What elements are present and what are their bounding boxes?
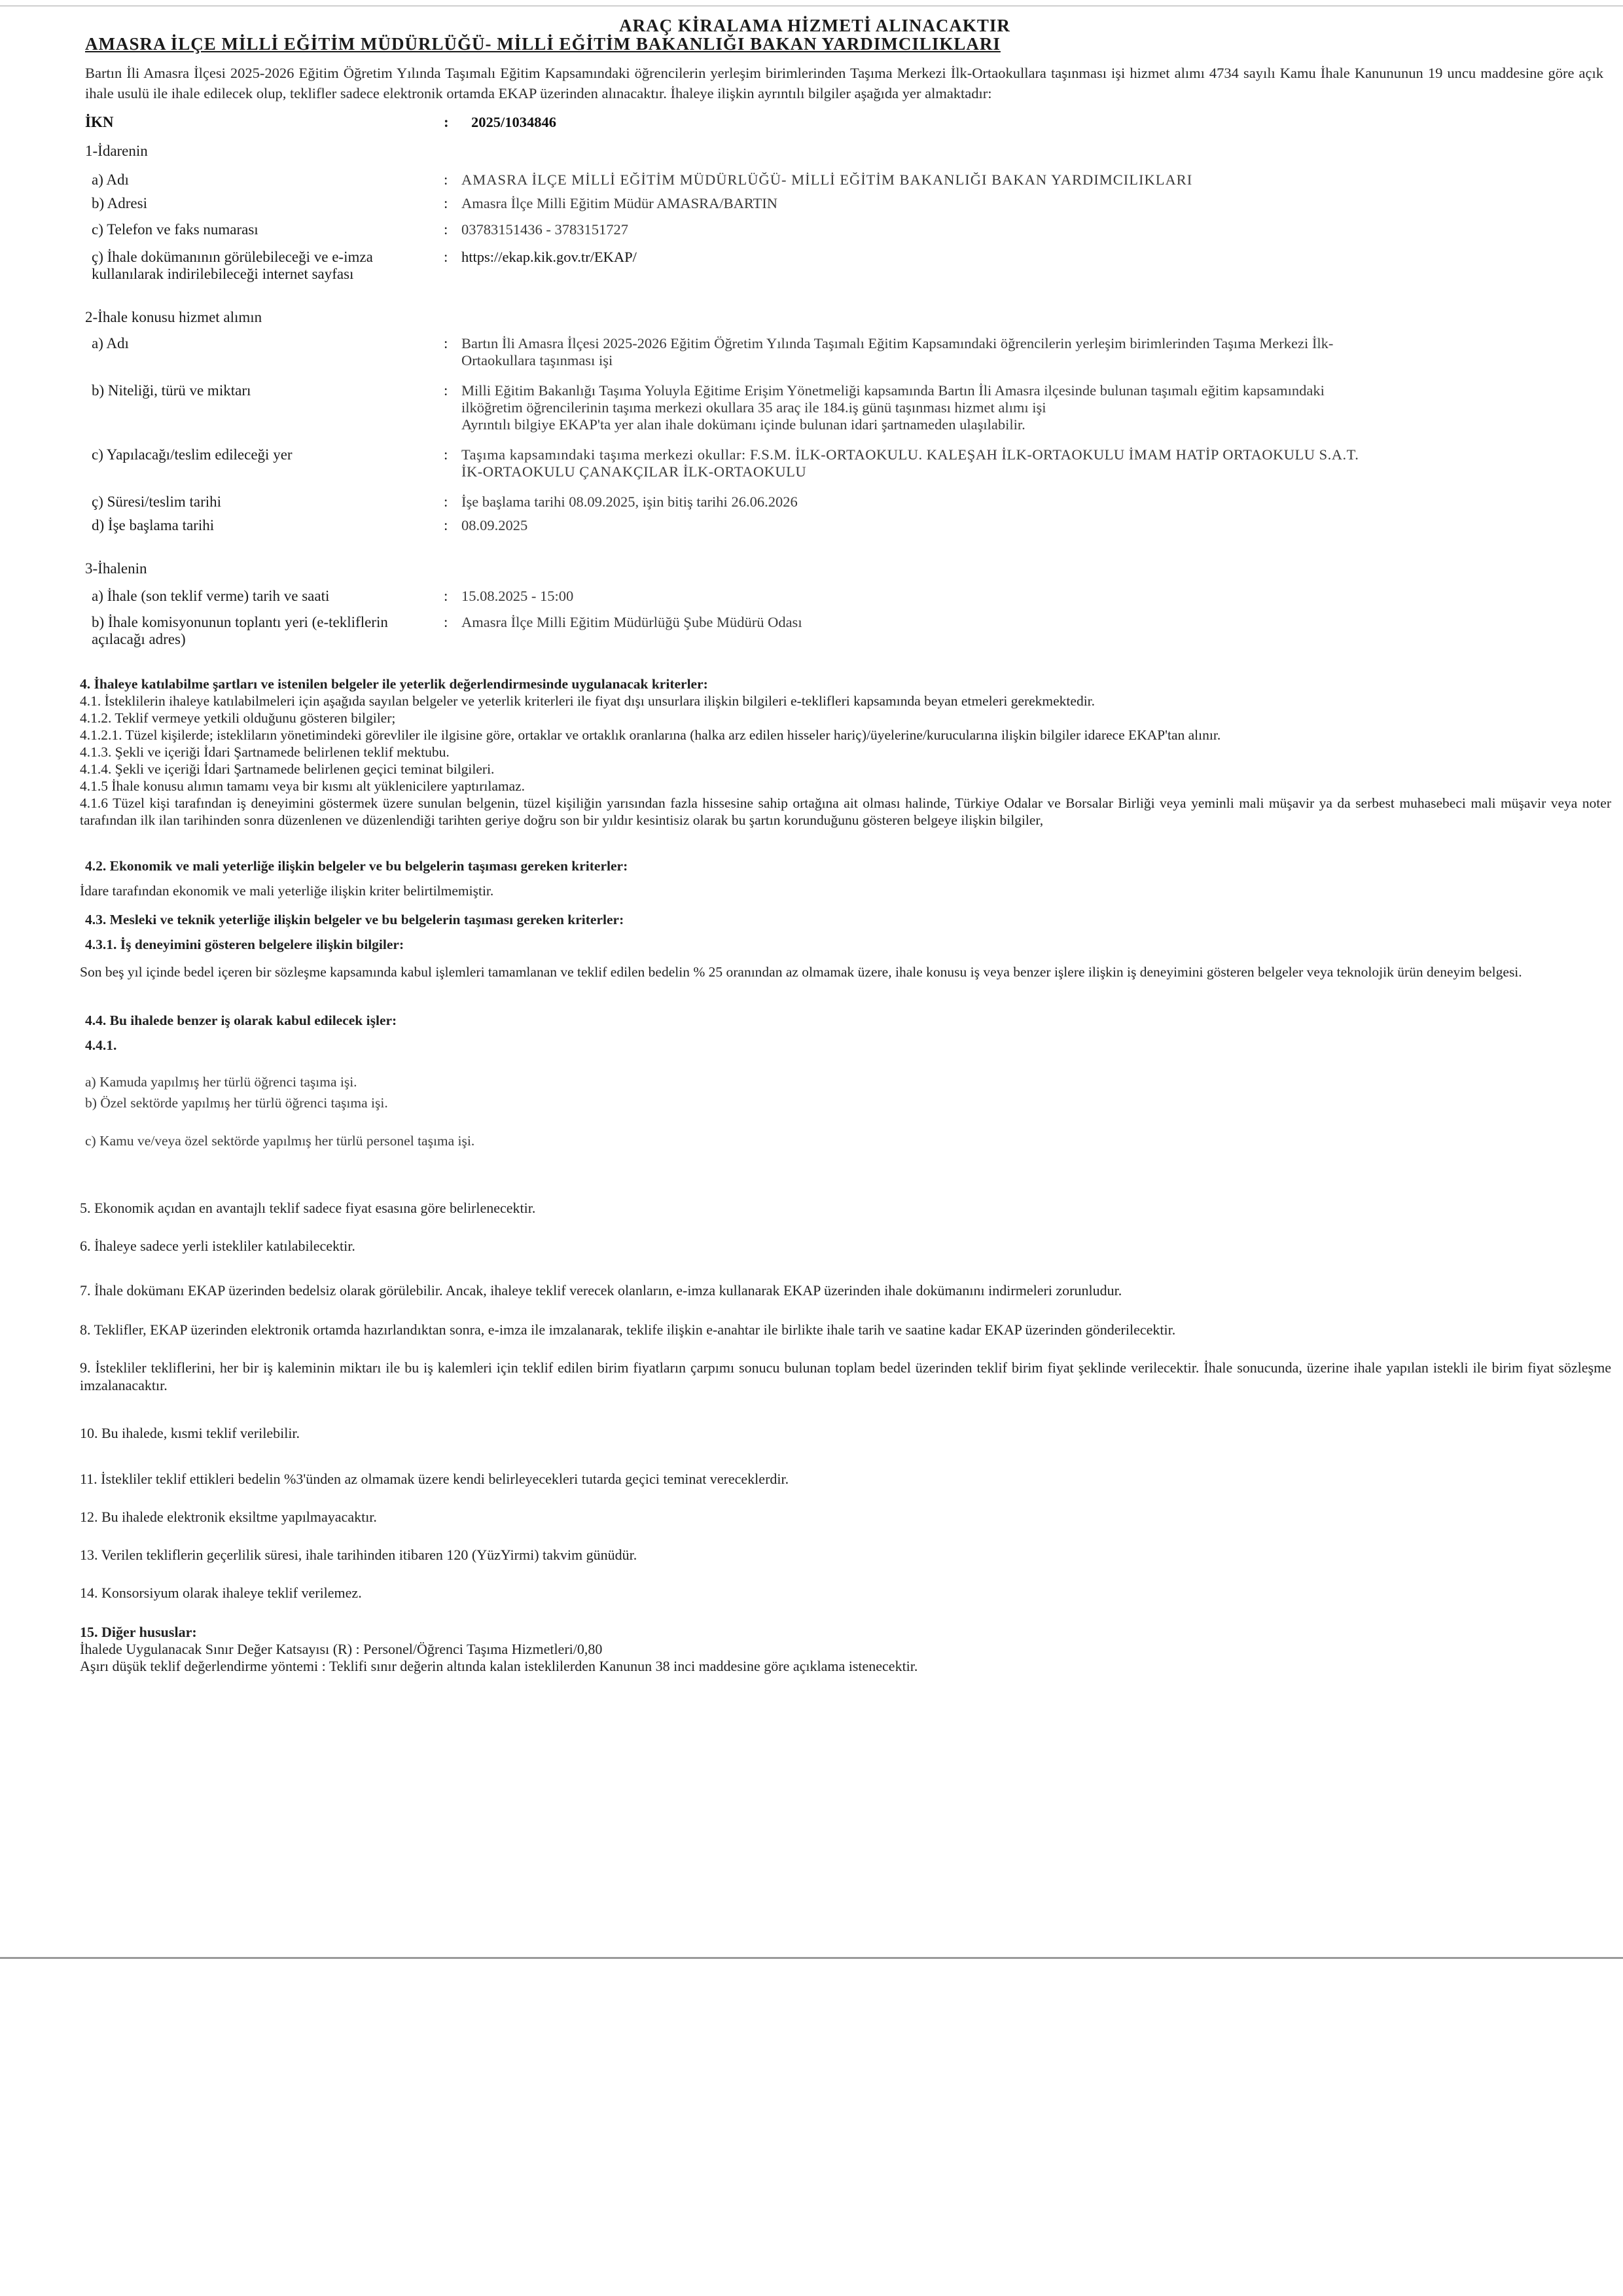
criteria-4-4-title: 4.4. Bu ihalede benzer iş olarak kabul edilecek işler: [85, 1013, 397, 1028]
criteria-4-2-text: İdare tarafından ekonomik ve mali yeterliğe ilişkin kriter belirtilmemiştir. [80, 883, 494, 899]
idare-adi-value: AMASRA İLÇE MİLLİ EĞİTİM MÜDÜRLÜĞÜ- MİLLİ EĞİTİM BAKANLIĞI BAKAN YARDIMCILIKLARI [461, 171, 1193, 188]
hizmet-adi-row [85, 334, 1610, 373]
item-14: 14. Konsorsiyum olarak ihaleye teklif verilemez. [80, 1585, 362, 1601]
section-1-title: 1-İdarenin [85, 143, 148, 159]
colon: : [444, 221, 448, 238]
hizmet-nitelik-row [85, 381, 1610, 440]
item-8: 8. Teklifler, EKAP üzerinden elektronik ortamda hazırlandıktan sonra, e-imza ile imzalanarak, teklife ilişkin e-anahtar ile birlikte ihale tarih ve saatine kadar EKAP üzerinden gönderilecektir. [80, 1321, 1176, 1338]
ihale-yer-row [85, 613, 1610, 652]
idare-telefon-value: 03783151436 - 3783151727 [461, 221, 628, 238]
item-15-a: İhalede Uygulanacak Sınır Değer Katsayısı (R) : Personel/Öğrenci Taşıma Hizmetleri/0,80 [80, 1641, 603, 1657]
colon: : [444, 614, 448, 630]
criteria-4-1: 4.1. İsteklilerin ihaleye katılabilmeleri için aşağıda sayılan belgeler ve yeterlik kriterleri ile fiyat dışı unsurlara ilişkin bilgileri e-teklifleri kapsamında beyan etmeleri gerekmektedir. [80, 693, 1096, 709]
hizmet-adi-label: a) Adı [92, 335, 129, 351]
idare-ekap-label-1: ç) İhale dokümanının görülebileceği ve e-imza [92, 249, 373, 265]
item-13: 13. Verilen tekliflerin geçerlilik süresi, ihale tarihinden itibaren 120 (YüzYirmi) takvim günüdür. [80, 1547, 637, 1563]
criteria-heading: 4. İhaleye katılabilme şartları ve istenilen belgeler ile yeterlik değerlendirmesinde uygulanacak kriterler: [80, 676, 708, 692]
section-3-title: 3-İhalenin [85, 560, 147, 577]
hizmet-nitelik-label: b) Niteliği, türü ve miktarı [92, 382, 251, 399]
criteria-4-4-1-a: a) Kamuda yapılmış her türlü öğrenci taşıma işi. [85, 1074, 357, 1090]
criteria-4-4-1-b: b) Özel sektörde yapılmış her türlü öğrenci taşıma işi. [85, 1095, 388, 1111]
colon: : [444, 171, 448, 188]
item-7: 7. İhale dokümanı EKAP üzerinden bedelsiz olarak görülebilir. Ancak, ihaleye teklif verecek olanların, e-imza kullanarak EKAP üzerinden ihale dokümanını indirmeleri zorunludur. [80, 1282, 1122, 1299]
criteria-4-1-5: 4.1.5 İhale konusu alımın tamamı veya bir kısmı alt yüklenicilere yaptırılamaz. [80, 778, 526, 794]
idare-adres-row [85, 194, 1610, 215]
idare-telefon-row [85, 220, 1610, 241]
colon: : [444, 446, 448, 463]
colon: : [444, 588, 448, 604]
item-5: 5. Ekonomik açıdan en avantajlı teklif sadece fiyat esasına göre belirlenecektir. [80, 1200, 536, 1216]
hizmet-yer-value-1: Taşıma kapsamındaki taşıma merkezi okullar: F.S.M. İLK-ORTAOKULU. KALEŞAH İLK-ORTAOKULU İMAM HATİP ORTAOKULU S.A.T. [461, 446, 1359, 463]
idare-ekap-row [85, 247, 1610, 289]
criteria-4-1-6: 4.1.6 Tüzel kişi tarafından iş deneyimini göstermek üzere sunulan belgenin, tüzel kişiliğin yarısından fazla hissesine sahip ortağına ait olması halinde, Türkiye Odalar ve Borsalar Birliği veya yeminli mali müşavir ya da serbest muhasebeci mali müşavir veya noter tarafından ilk ilan tarihinden sonra düzenlenen ve düzenlendiği tarihten geriye doğru son bir yıldır kesintisiz olarak bu şartın korunduğunu gösteren belgeye ilişkin bilgiler, [80, 795, 1611, 828]
item-9: 9. İstekliler tekliflerini, her bir iş kaleminin miktarı ile bu iş kalemleri için teklif edilen birim fiyatların çarpımı sonucu bulunan toplam bedel üzerinden teklif birim fiyat şeklinde verilecektir. İhale sonucunda, üzerine ihale yapılan istekli ile birim fiyat sözleşme imzalanacaktır. [80, 1359, 1611, 1393]
idare-adi-row [85, 170, 1610, 191]
organization-title: AMASRA İLÇE MİLLİ EĞİTİM MÜDÜRLÜĞÜ- MİLLİ EĞİTİM BAKANLIĞI BAKAN YARDIMCILIKLARI [85, 34, 1001, 54]
colon: : [444, 249, 448, 265]
document-title: ARAÇ KİRALAMA HİZMETİ ALINACAKTIR [619, 16, 1010, 35]
item-15-title: 15. Diğer hususlar: [80, 1624, 197, 1640]
ikn-row [85, 113, 1610, 134]
hizmet-sure-label: ç) Süresi/teslim tarihi [92, 493, 222, 510]
hizmet-nitelik-value-3: Ayrıntılı bilgiye EKAP'ta yer alan ihale dokümanı içinde bulunan idari şartnameden ulaşılabilir. [461, 416, 1026, 433]
hizmet-yer-value-2: İK-ORTAOKULU ÇANAKÇILAR İLK-ORTAOKULU [461, 463, 807, 480]
item-6: 6. İhaleye sadece yerli istekliler katılabilecektir. [80, 1238, 355, 1254]
ihale-yer-value: Amasra İlçe Milli Eğitim Müdürlüğü Şube Müdürü Odası [461, 614, 802, 630]
hizmet-adi-value-2: Ortaokullara taşınması işi [461, 352, 613, 368]
criteria-4-3-1-text: Son beş yıl içinde bedel içeren bir sözleşme kapsamında kabul işlemleri tamamlanan ve teklif edilen bedelin % 25 oranından az olmamak üzere, ihale konusu iş veya benzer işlere ilişkin iş deneyimini gösteren belgeler veya teknolojik ürün deneyim belgesi. [80, 964, 1522, 980]
colon: : [444, 195, 448, 211]
ihale-tarih-label: a) İhale (son teklif verme) tarih ve saati [92, 588, 330, 604]
hizmet-nitelik-value-2: ilköğretim öğrencilerinin taşıma merkezi okullara 35 araç ile 184.iş günü taşınması hizmet alımı işi [461, 399, 1046, 416]
criteria-4-1-4: 4.1.4. Şekli ve içeriği İdari Şartnamede belirlenen geçici teminat bilgileri. [80, 761, 495, 777]
scan-bottom-edge [0, 1957, 1623, 1959]
criteria-4-1-2: 4.1.2. Teklif vermeye yetkili olduğunu gösteren bilgiler; [80, 710, 396, 726]
criteria-4-4-1-c: c) Kamu ve/veya özel sektörde yapılmış her türlü personel taşıma işi. [85, 1133, 475, 1149]
criteria-4-4-1: 4.4.1. [85, 1037, 117, 1053]
hizmet-baslama-row [85, 516, 1610, 537]
idare-ekap-label-2: kullanılarak indirilebileceği internet sayfası [92, 266, 354, 282]
idare-adres-label: b) Adresi [92, 195, 147, 211]
colon: : [444, 493, 448, 510]
section-2-title: 2-İhale konusu hizmet alımın [85, 309, 262, 325]
criteria-4-3-1-title: 4.3.1. İş deneyimini gösteren belgelere ilişkin bilgiler: [85, 937, 404, 952]
hizmet-adi-value-1: Bartın İli Amasra İlçesi 2025-2026 Eğitim Öğretim Yılında Taşımalı Eğitim Kapsamındaki öğrencilerin yerleşim birimlerinden Taşıma Merkezi İlk- [461, 335, 1334, 351]
hizmet-sure-value: İşe başlama tarihi 08.09.2025, işin bitiş tarihi 26.06.2026 [461, 493, 798, 510]
item-11: 11. İstekliler teklif ettikleri bedelin %3'ünden az olmamak üzere kendi belirleyecekleri tutarda geçici teminat vereceklerdir. [80, 1471, 789, 1487]
colon: : [444, 382, 448, 399]
criteria-4-1-3: 4.1.3. Şekli ve içeriği İdari Şartnamede belirlenen teklif mektubu. [80, 744, 450, 760]
ihale-yer-label-2: açılacağı adres) [92, 631, 186, 647]
idare-ekap-value: https://ekap.kik.gov.tr/EKAP/ [461, 249, 637, 265]
ihale-tarih-value: 15.08.2025 - 15:00 [461, 588, 574, 604]
criteria-4-2-title: 4.2. Ekonomik ve mali yeterliğe ilişkin belgeler ve bu belgelerin taşıması gereken kriterler: [85, 858, 628, 874]
item-15-b: Aşırı düşük teklif değerlendirme yöntemi : Teklifi sınır değerin altında kalan isteklilerden Kanunun 38 inci maddesine göre açıklama istenecektir. [80, 1658, 918, 1674]
item-12: 12. Bu ihalede elektronik eksiltme yapılmayacaktır. [80, 1509, 377, 1525]
colon: : [444, 114, 449, 130]
ihale-yer-label-1: b) İhale komisyonunun toplantı yeri (e-tekliflerin [92, 614, 388, 630]
colon: : [444, 335, 448, 351]
hizmet-baslama-value: 08.09.2025 [461, 517, 528, 533]
hizmet-nitelik-value-1: Milli Eğitim Bakanlığı Taşıma Yoluyla Eğitime Erişim Yönetmeliği kapsamında Bartın İli Amasra ilçesinde bulunan taşımalı eğitim kapsamındaki [461, 382, 1325, 399]
criteria-4-3-title: 4.3. Mesleki ve teknik yeterliğe ilişkin belgeler ve bu belgelerin taşıması gereken kriterler: [85, 912, 624, 927]
ikn-value: 2025/1034846 [471, 114, 557, 130]
hizmet-baslama-label: d) İşe başlama tarihi [92, 517, 215, 533]
document-header [85, 16, 1544, 54]
colon: : [444, 517, 448, 533]
ihale-tarih-row [85, 586, 1610, 607]
criteria-4-1-2-1: 4.1.2.1. Tüzel kişilerde; istekliların yönetimindeki görevliler ile ilgisine göre, ortaklar ve ortaklık oranlarına (halka arz edilen hisseler hariç)/üyelerine/kurucularına ilişkin bilgiler idarece EKAP'tan alınır. [80, 727, 1221, 743]
item-10: 10. Bu ihalede, kısmi teklif verilebilir. [80, 1425, 300, 1441]
idare-telefon-label: c) Telefon ve faks numarası [92, 221, 259, 238]
hizmet-yer-row [85, 445, 1610, 484]
idare-adres-value: Amasra İlçe Milli Eğitim Müdür AMASRA/BARTIN [461, 195, 778, 211]
hizmet-yer-label: c) Yapılacağı/teslim edileceği yer [92, 446, 293, 463]
ikn-label: İKN [85, 114, 114, 130]
hizmet-sure-row [85, 492, 1610, 513]
scan-top-edge [0, 5, 1623, 7]
intro-paragraph: Bartın İli Amasra İlçesi 2025-2026 Eğitim Öğretim Yılında Taşımalı Eğitim Kapsamındaki öğrencilerin yerleşim birimlerinden Taşıma Merkezi İlk-Ortaokullara taşınması işi hizmet alımı 4734 sayılı Kamu İhale Kanununun 19 uncu maddesine göre açık ihale usulü ile ihale edilecek olup, teklifler sadece elektronik ortamda EKAP üzerinden alınacaktır. İhaleye ilişkin ayrıntılı bilgiler aşağıda yer almaktadır: [85, 65, 1603, 101]
idare-adi-label: a) Adı [92, 171, 129, 188]
